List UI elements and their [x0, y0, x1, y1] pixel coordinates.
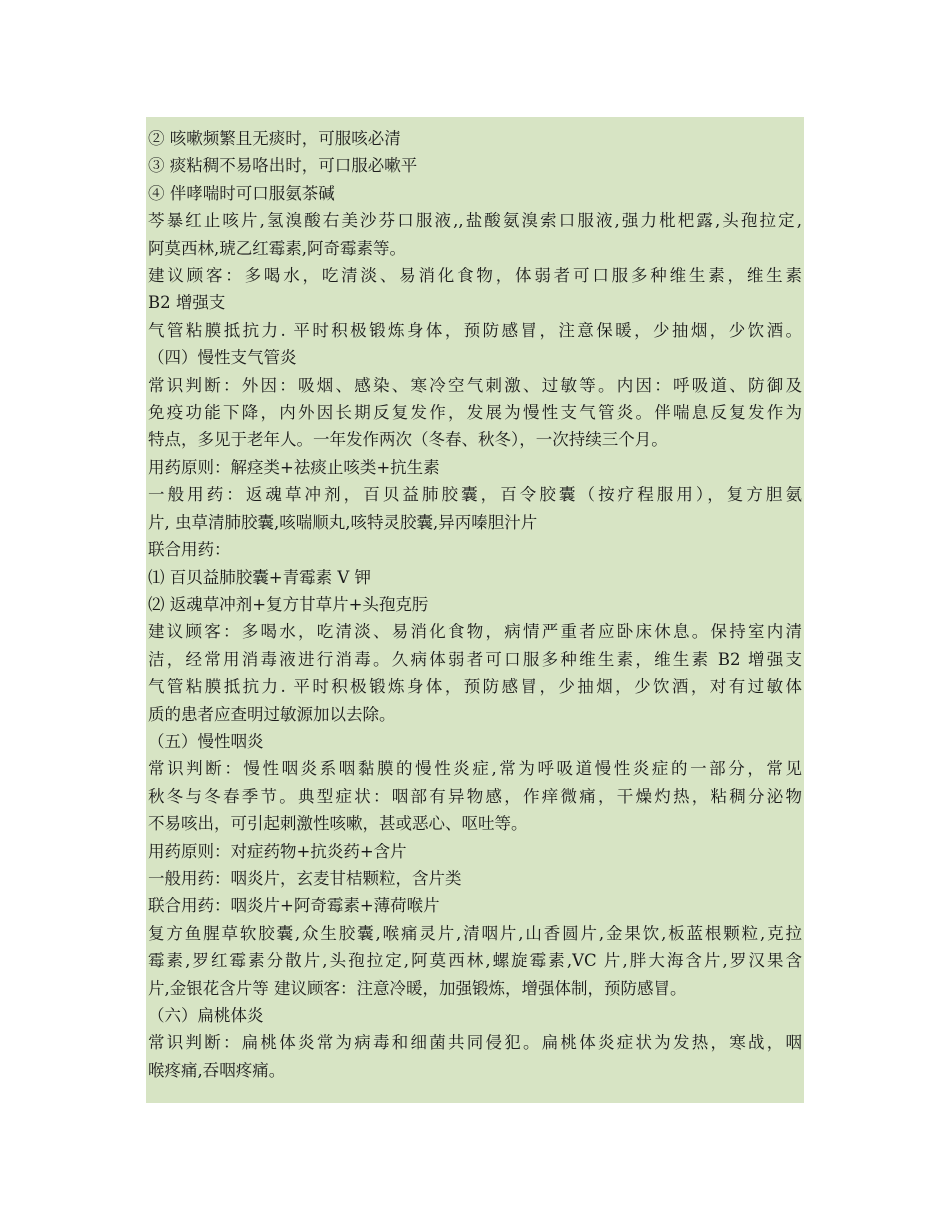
text-line: B2 增强支 [148, 293, 226, 313]
text-line: 常识判断：扁桃体炎常为病毒和细菌共同侵犯。扁桃体炎症状为发热，寒战，咽 [148, 1033, 802, 1053]
text-line: 喉疼痛,吞咽疼痛。 [148, 1060, 286, 1080]
text-line: ④ 伴哮喘时可口服氨茶碱 [148, 183, 335, 203]
text-line: 特点，多见于老年人。一年发作两次（冬春、秋冬），一次持续三个月。 [148, 430, 668, 450]
text-line: 免疫功能下降，内外因长期反复发作，发展为慢性支气管炎。伴喘息反复发作为 [148, 403, 802, 423]
text-line: 联合用药： [148, 540, 231, 560]
text-line: 芩暴红止咳片,氢溴酸右美沙芬口服液,,盐酸氨溴索口服液,强力枇杷露,头孢拉定, [148, 211, 802, 231]
document-body [148, 125, 802, 1084]
text-line: 霉素,罗红霉素分散片,头孢拉定,阿莫西林,螺旋霉素,VC 片,胖大海含片,罗汉果含 [148, 951, 802, 971]
text-line: 联合用药：咽炎片+阿奇霉素+薄荷喉片 [148, 896, 440, 916]
text-line: 洁，经常用消毒液进行消毒。久病体弱者可口服多种维生素，维生素 B2 增强支 [148, 649, 802, 669]
text-line: 片,金银花含片等 建议顾客：注意冷暖，加强锻炼，增强体制，预防感冒。 [148, 978, 687, 998]
text-line: ⑵ 返魂草冲剂+复方甘草片+头孢克肟 [148, 594, 429, 614]
text-line: （六）扁桃体炎 [148, 1006, 264, 1025]
text-line: （五）慢性咽炎 [148, 731, 264, 751]
text-line: 用药原则：解痉类+祛痰止咳类+抗生素 [148, 457, 440, 477]
text-line: 质的患者应查明过敏源加以去除。 [148, 704, 396, 724]
text-line: 气管粘膜抵抗力. 平时积极锻炼身体，预防感冒，少抽烟，少饮酒，对有过敏体 [148, 677, 802, 697]
text-line: ⑴ 百贝益肺胶囊+青霉素 V 钾 [148, 567, 371, 587]
text-line: （四）慢性支气管炎 [148, 348, 297, 368]
text-line: 一般用药：咽炎片，玄麦甘桔颗粒，含片类 [148, 868, 462, 888]
text-line: 常识判断：慢性咽炎系咽黏膜的慢性炎症,常为呼吸道慢性炎症的一部分，常见 [148, 759, 802, 779]
text-line: 不易咳出，可引起刺激性咳嗽，甚或恶心、呕吐等。 [148, 814, 528, 834]
text-line: ② 咳嗽频繁且无痰时，可服咳必清 [148, 129, 401, 148]
text-line: 复方鱼腥草软胶囊,众生胶囊,喉痛灵片,清咽片,山香圆片,金果饮,板蓝根颗粒,克拉 [148, 923, 802, 943]
text-line: 气管粘膜抵抗力. 平时积极锻炼身体，预防感冒，注意保暖，少抽烟，少饮酒。 [148, 320, 802, 340]
text-line: 常识判断：外因：吸烟、感染、寒冷空气刺激、过敏等。内因：呼吸道、防御及 [148, 375, 802, 395]
text-line: 秋冬与冬春季节。典型症状：咽部有异物感，作痒微痛，干燥灼热，粘稠分泌物 [148, 786, 802, 806]
text-line: 阿莫西林,琥乙红霉素,阿奇霉素等。 [148, 238, 406, 258]
text-line: 用药原则：对症药物+抗炎药+含片 [148, 841, 407, 861]
text-line: 一般用药：返魂草冲剂，百贝益肺胶囊，百令胶囊（按疗程服用），复方胆氨 [148, 485, 802, 505]
text-line: 建议顾客：多喝水，吃清淡、易消化食物，体弱者可口服多种维生素，维生素 [148, 266, 802, 286]
document-page [146, 117, 804, 1103]
text-line: 建议顾客：多喝水，吃清淡、易消化食物，病情严重者应卧床休息。保持室内清 [148, 622, 802, 642]
text-line: 片, 虫草清肺胶囊,咳喘顺丸,咳特灵胶囊,异丙嗪胆汁片 [148, 512, 538, 532]
text-line: ③ 痰粘稠不易咯出时，可口服必嗽平 [148, 156, 418, 176]
